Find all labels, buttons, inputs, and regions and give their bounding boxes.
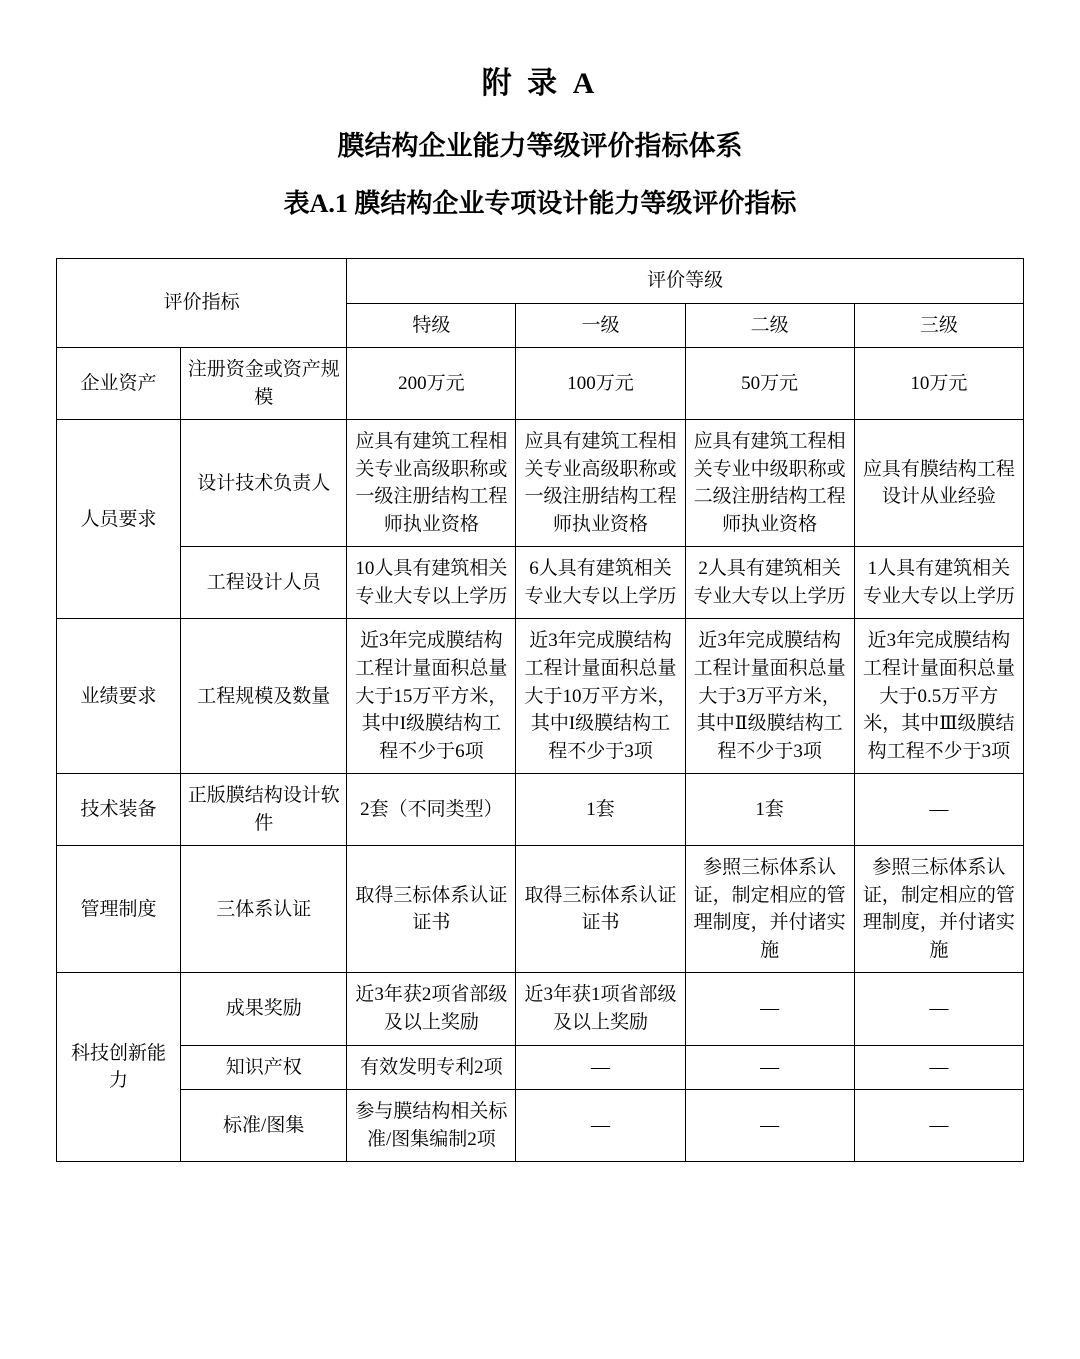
- table-caption: 表A.1 膜结构企业专项设计能力等级评价指标: [283, 189, 797, 218]
- row-indicator: 正版膜结构设计软件: [181, 774, 347, 846]
- row-indicator: 标准/图集: [181, 1090, 347, 1162]
- table-row: [57, 1045, 1024, 1090]
- row-value-2: —: [685, 1045, 854, 1090]
- header-level-3: 三级: [854, 303, 1023, 348]
- header-level-group: 评价等级: [347, 259, 1024, 304]
- row-category: 管理制度: [57, 846, 181, 973]
- page-title: 附 录 A: [481, 67, 599, 100]
- table-row: [57, 973, 1024, 1045]
- row-indicator: 三体系认证: [181, 846, 347, 973]
- row-category: 业绩要求: [57, 619, 181, 774]
- row-category: 技术装备: [57, 774, 181, 846]
- row-value-3: 应具有膜结构工程设计从业经验: [854, 420, 1023, 547]
- row-value-special: 2套（不同类型）: [347, 774, 516, 846]
- row-category: 人员要求: [57, 420, 181, 619]
- row-value-1: 1套: [516, 774, 685, 846]
- row-value-3: —: [854, 1045, 1023, 1090]
- row-value-special: 取得三标体系认证证书: [347, 846, 516, 973]
- row-value-2: 参照三标体系认证，制定相应的管理制度，并付诸实施: [685, 846, 854, 973]
- row-indicator: 设计技术负责人: [181, 420, 347, 547]
- row-value-special: 参与膜结构相关标准/图集编制2项: [347, 1090, 516, 1162]
- row-indicator: 知识产权: [181, 1045, 347, 1090]
- row-category: 科技创新能力: [57, 973, 181, 1162]
- row-value-1: 近3年完成膜结构工程计量面积总量大于10万平方米，其中I级膜结构工程不少于3项: [516, 619, 685, 774]
- row-value-3: —: [854, 1090, 1023, 1162]
- row-value-special: 近3年获2项省部级及以上奖励: [347, 973, 516, 1045]
- row-value-special: 有效发明专利2项: [347, 1045, 516, 1090]
- row-indicator: 注册资金或资产规模: [181, 348, 347, 420]
- row-value-3: —: [854, 973, 1023, 1045]
- row-value-2: —: [685, 973, 854, 1045]
- row-value-1: 应具有建筑工程相关专业高级职称或一级注册结构工程师执业资格: [516, 420, 685, 547]
- row-value-special: 10人具有建筑相关专业大专以上学历: [347, 547, 516, 619]
- header-level-2: 二级: [685, 303, 854, 348]
- row-category: 企业资产: [57, 348, 181, 420]
- row-value-1: 取得三标体系认证证书: [516, 846, 685, 973]
- row-value-2: 2人具有建筑相关专业大专以上学历: [685, 547, 854, 619]
- row-value-2: 50万元: [685, 348, 854, 420]
- row-value-3: 近3年完成膜结构工程计量面积总量大于0.5万平方米，其中Ⅲ级膜结构工程不少于3项: [854, 619, 1023, 774]
- row-indicator: 工程规模及数量: [181, 619, 347, 774]
- row-value-3: 参照三标体系认证，制定相应的管理制度，并付诸实施: [854, 846, 1023, 973]
- row-value-special: 200万元: [347, 348, 516, 420]
- table-row: [57, 1090, 1024, 1162]
- row-value-2: 应具有建筑工程相关专业中级职称或二级注册结构工程师执业资格: [685, 420, 854, 547]
- table-row: [57, 774, 1024, 846]
- row-value-3: —: [854, 774, 1023, 846]
- row-value-special: 近3年完成膜结构工程计量面积总量大于15万平方米，其中I级膜结构工程不少于6项: [347, 619, 516, 774]
- row-value-2: —: [685, 1090, 854, 1162]
- row-indicator: 工程设计人员: [181, 547, 347, 619]
- header-indicator: 评价指标: [57, 259, 347, 348]
- table-row: [57, 619, 1024, 774]
- header-level-1: 一级: [516, 303, 685, 348]
- table-header-row-1: [57, 259, 1024, 304]
- table-row: [57, 846, 1024, 973]
- row-value-1: 6人具有建筑相关专业大专以上学历: [516, 547, 685, 619]
- row-value-1: —: [516, 1090, 685, 1162]
- table-row: [57, 420, 1024, 547]
- row-value-1: —: [516, 1045, 685, 1090]
- row-value-3: 10万元: [854, 348, 1023, 420]
- row-indicator: 成果奖励: [181, 973, 347, 1045]
- row-value-special: 应具有建筑工程相关专业高级职称或一级注册结构工程师执业资格: [347, 420, 516, 547]
- row-value-2: 1套: [685, 774, 854, 846]
- row-value-1: 100万元: [516, 348, 685, 420]
- table-row: [57, 348, 1024, 420]
- evaluation-table: [56, 258, 1024, 1162]
- row-value-2: 近3年完成膜结构工程计量面积总量大于3万平方米，其中Ⅱ级膜结构工程不少于3项: [685, 619, 854, 774]
- table-row: [57, 547, 1024, 619]
- row-value-3: 1人具有建筑相关专业大专以上学历: [854, 547, 1023, 619]
- document-subtitle: 膜结构企业能力等级评价指标体系: [337, 131, 743, 161]
- row-value-1: 近3年获1项省部级及以上奖励: [516, 973, 685, 1045]
- header-level-special: 特级: [347, 303, 516, 348]
